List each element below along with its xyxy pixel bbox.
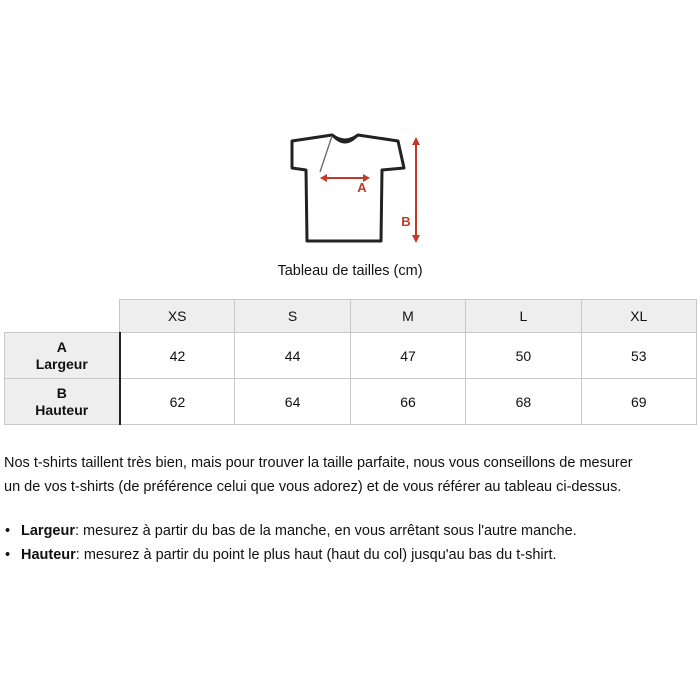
bullet-text: : mesurez à partir du bas de la manche, en vous arrêtant sous l'autre manche. [75, 523, 577, 539]
bullet-marker: • [5, 547, 11, 563]
row-code: A [56, 338, 67, 355]
size-header-xs: XS [120, 300, 235, 333]
table-cell: 44 [235, 333, 350, 379]
paragraph-line: Nos t-shirts taillent très bien, mais pour trouver la taille parfaite, nous vous conseillons de mesurer [4, 455, 633, 471]
size-header-m: M [350, 300, 465, 333]
table-corner [5, 300, 120, 333]
row-header-hauteur [5, 379, 120, 425]
size-header-s: S [235, 300, 350, 333]
sizing-advice-paragraph [4, 451, 700, 499]
tshirt-measure-diagram [280, 128, 430, 248]
row-header-largeur [5, 333, 120, 379]
table-cell: 64 [235, 379, 350, 425]
size-header-l: L [466, 300, 581, 333]
table-cell: 50 [466, 333, 581, 379]
height-measure-arrow [412, 137, 420, 243]
table-cell: 62 [120, 379, 235, 425]
row-code: B [56, 384, 67, 401]
measurement-instructions-list [4, 519, 577, 567]
table-row-largeur [5, 333, 697, 379]
measure-label-a: A [357, 180, 367, 195]
row-name: Hauteur [35, 401, 89, 418]
measure-label-b: B [401, 214, 411, 229]
size-header-xl: XL [581, 300, 696, 333]
table-cell: 68 [466, 379, 581, 425]
size-chart-caption: Tableau de tailles (cm) [277, 263, 423, 279]
row-name: Largeur [35, 355, 88, 372]
list-item-hauteur [4, 543, 577, 567]
size-header-row [5, 300, 697, 333]
table-cell: 42 [120, 333, 235, 379]
table-cell: 47 [350, 333, 465, 379]
bullet-marker: • [5, 523, 11, 539]
table-cell: 66 [350, 379, 465, 425]
list-item-largeur [4, 519, 577, 543]
bullet-text: : mesurez à partir du point le plus haut (haut du col) jusqu'au bas du t-shirt. [75, 547, 557, 563]
table-cell: 69 [581, 379, 696, 425]
paragraph-line: un de vos t-shirts (de préférence celui que vous adorez) et de vous référer au tableau ci-dessus. [4, 479, 622, 495]
size-table [4, 299, 697, 425]
table-cell: 53 [581, 333, 696, 379]
tshirt-outline [292, 135, 404, 241]
bullet-term: Hauteur [21, 547, 76, 563]
bullet-term: Largeur [21, 523, 75, 539]
tshirt-icon [280, 128, 430, 248]
table-row-hauteur [5, 379, 697, 425]
